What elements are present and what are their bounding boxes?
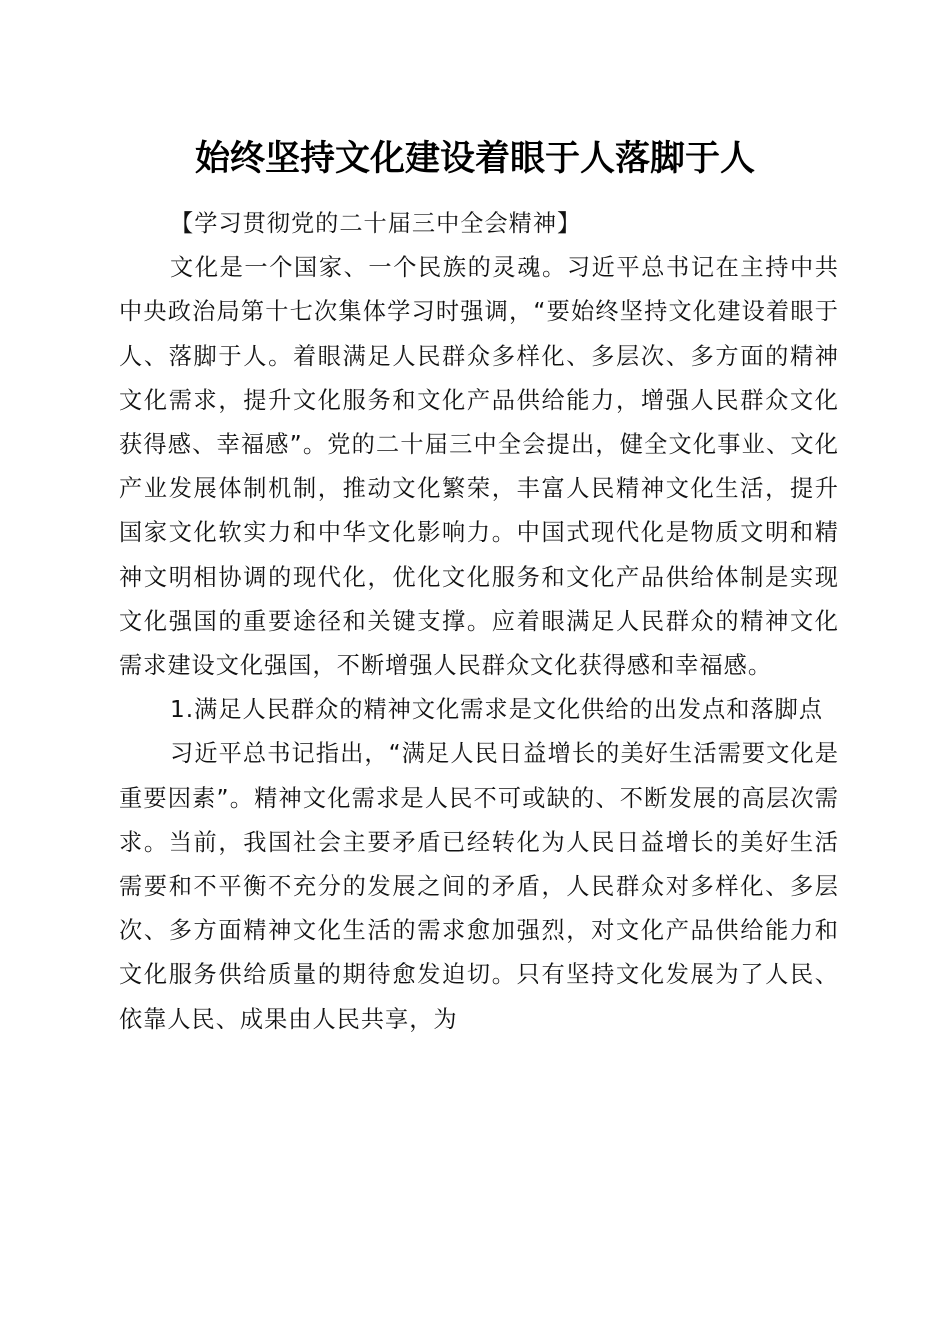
paragraph-section-1: 习近平总书记指出，“满足人民日益增长的美好生活需要文化是重要因素”。精神文化需求是人民不可或缺的、不断发展的高层次需求。当前，我国社会主要矛盾已经转化为人民日益增长的美好生活需要和不平衡不充分的发展之间的矛盾，人民群众对多样化、多层次、多方面精神文化生活的需求愈加强烈，对文化产品供给能力和文化服务供给质量的期待愈发迫切。只有坚持文化发展为了人民、依靠人民、成果由人民共享，为 [119,740,839,1033]
document-body [119,202,839,1042]
paragraph-series-label: 【学习贯彻党的二十届三中全会精神】 [170,210,582,237]
document-title: 始终坚持文化建设着眼于人落脚于人 [194,138,755,179]
paragraph-intro: 文化是一个国家、一个民族的灵魂。习近平总书记在主持中共中央政治局第十七次集体学习时强调，“要始终坚持文化建设着眼于人、落脚于人。着眼满足人民群众多样化、多层次、多方面的精神文化需求，提升文化服务和文化产品供给能力，增强人民群众文化获得感、幸福感”。党的二十届三中全会提出，健全文化事业、文化产业发展体制机制，推动文化繁荣，丰富人民精神文化生活，提升国家文化软实力和中华文化影响力。中国式现代化是物质文明和精神文明相协调的现代化，优化文化服务和文化产品供给体制是实现文化强国的重要途径和关键支撑。应着眼满足人民群众的精神文化需求建设文化强国，不断增强人民群众文化获得感和幸福感。 [119,254,839,680]
section-heading-1: 1.满足人民群众的精神文化需求是文化供给的出发点和落脚点 [170,696,824,724]
